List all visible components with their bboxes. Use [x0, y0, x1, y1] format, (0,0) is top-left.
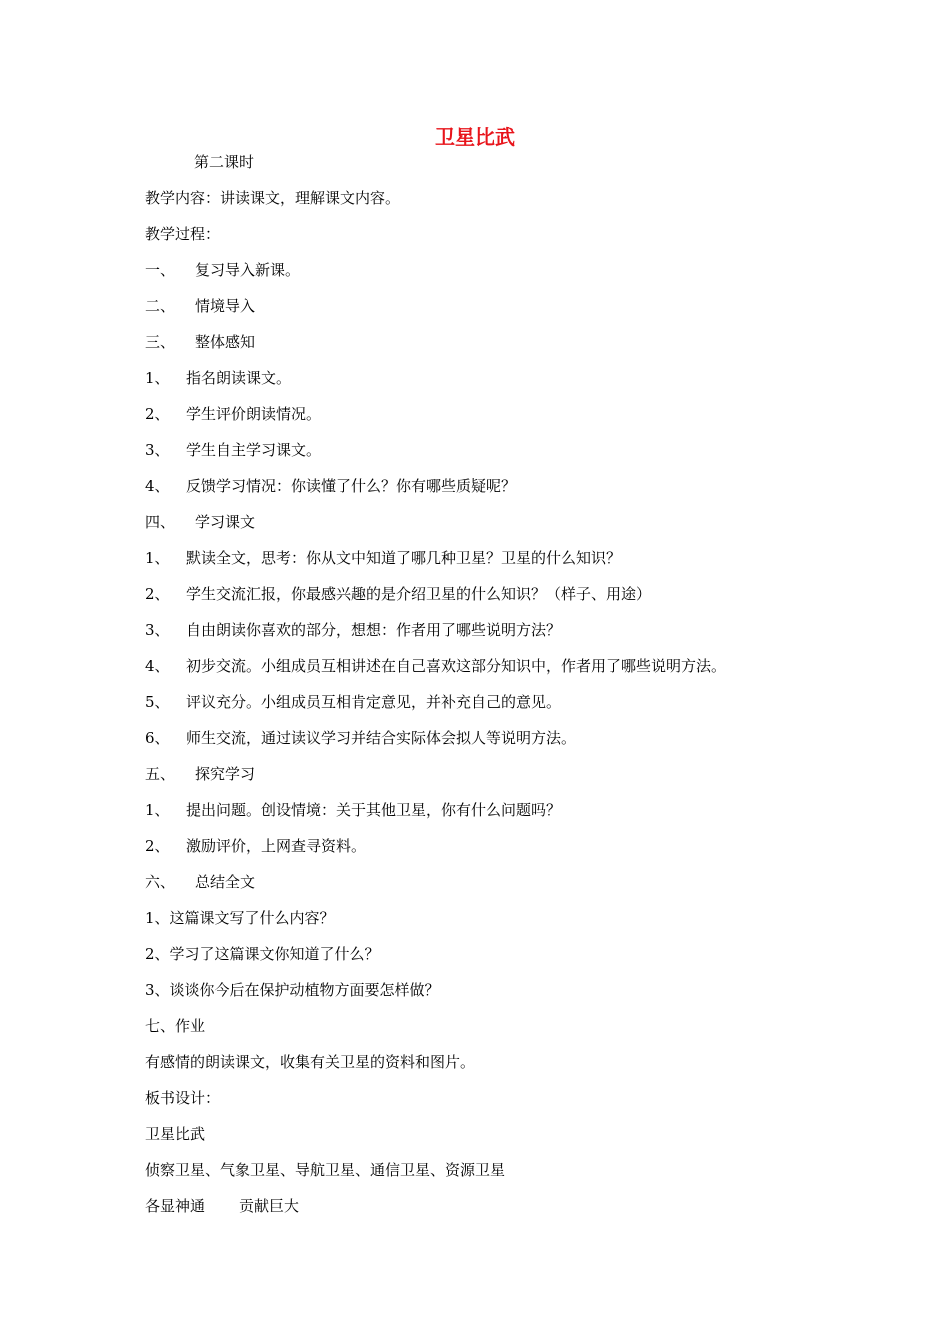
section-text: 总结全文: [195, 873, 256, 891]
item-text: 默读全文，思考：你从文中知道了哪几种卫星？卫星的什么知识？: [186, 549, 622, 567]
board-summary-left: 各显神通: [145, 1197, 206, 1215]
section-heading: [145, 872, 255, 892]
item-number: 2、: [145, 837, 170, 855]
list-item: [145, 836, 366, 856]
section-heading: [145, 764, 255, 784]
teaching-process-label: 教学过程：: [145, 225, 221, 243]
list-item: [145, 584, 651, 604]
item-number: 2、: [145, 585, 170, 603]
section-heading: [145, 260, 300, 280]
board-summary: [145, 1196, 299, 1216]
item-text: 师生交流，通过读议学习并结合实际体会拟人等说明方法。: [186, 729, 577, 747]
section-heading: 七、作业: [145, 1017, 206, 1035]
board-title: 卫星比武: [145, 1125, 206, 1143]
list-item: [145, 368, 291, 388]
section-number: 四、: [145, 513, 176, 531]
section-text: 探究学习: [195, 765, 256, 783]
list-item: [145, 548, 621, 568]
section-heading: [145, 332, 255, 352]
item-number: 3、: [145, 621, 170, 639]
item-text: 自由朗读你喜欢的部分，想想：作者用了哪些说明方法？: [186, 621, 562, 639]
section-number: 二、: [145, 297, 176, 315]
item-text: 学生交流汇报，你最感兴趣的是介绍卫星的什么知识？（样子、用途）: [186, 585, 652, 603]
board-summary-right: 贡献巨大: [239, 1197, 300, 1215]
list-item: [145, 728, 576, 748]
section-text: 复习导入新课。: [195, 261, 301, 279]
list-item: [145, 476, 516, 496]
homework-text: 有感情的朗读课文，收集有关卫星的资料和图片。: [145, 1053, 476, 1071]
document-title: 卫星比武: [435, 125, 515, 149]
lesson-period: 第二课时: [194, 153, 255, 171]
list-item: [145, 620, 561, 640]
teaching-content: 教学内容：讲读课文，理解课文内容。: [145, 189, 401, 207]
item-text: 反馈学习情况：你读懂了什么？你有哪些质疑呢？: [186, 477, 517, 495]
board-satellite-list: 侦察卫星、气象卫星、导航卫星、通信卫星、资源卫星: [145, 1161, 506, 1179]
section-number: 三、: [145, 333, 176, 351]
item-text: 激励评价，上网查寻资料。: [186, 837, 367, 855]
section-text: 整体感知: [195, 333, 256, 351]
list-item: [145, 440, 321, 460]
item-text: 评议充分。小组成员互相肯定意见，并补充自己的意见。: [186, 693, 562, 711]
list-item: 1、这篇课文写了什么内容？: [145, 909, 335, 927]
list-item: 2、学习了这篇课文你知道了什么？: [145, 945, 380, 963]
item-text: 学生评价朗读情况。: [186, 405, 322, 423]
section-number: 一、: [145, 261, 176, 279]
list-item: [145, 800, 561, 820]
item-number: 1、: [145, 369, 170, 387]
item-text: 初步交流。小组成员互相讲述在自己喜欢这部分知识中，作者用了哪些说明方法。: [186, 657, 727, 675]
item-text: 学生自主学习课文。: [186, 441, 322, 459]
item-number: 1、: [145, 801, 170, 819]
item-number: 2、: [145, 405, 170, 423]
item-number: 4、: [145, 657, 170, 675]
section-text: 学习课文: [195, 513, 256, 531]
item-text: 指名朗读课文。: [186, 369, 292, 387]
section-text: 情境导入: [195, 297, 256, 315]
section-heading: [145, 512, 255, 532]
section-number: 五、: [145, 765, 176, 783]
item-text: 提出问题。创设情境：关于其他卫星，你有什么问题吗？: [186, 801, 562, 819]
item-number: 6、: [145, 729, 170, 747]
item-number: 5、: [145, 693, 170, 711]
item-number: 4、: [145, 477, 170, 495]
list-item: [145, 692, 561, 712]
item-number: 1、: [145, 549, 170, 567]
list-item: [145, 404, 321, 424]
section-heading: [145, 296, 255, 316]
board-design-label: 板书设计：: [145, 1089, 221, 1107]
list-item: 3、谈谈你今后在保护动植物方面要怎样做？: [145, 981, 440, 999]
list-item: [145, 656, 726, 676]
section-number: 六、: [145, 873, 176, 891]
item-number: 3、: [145, 441, 170, 459]
